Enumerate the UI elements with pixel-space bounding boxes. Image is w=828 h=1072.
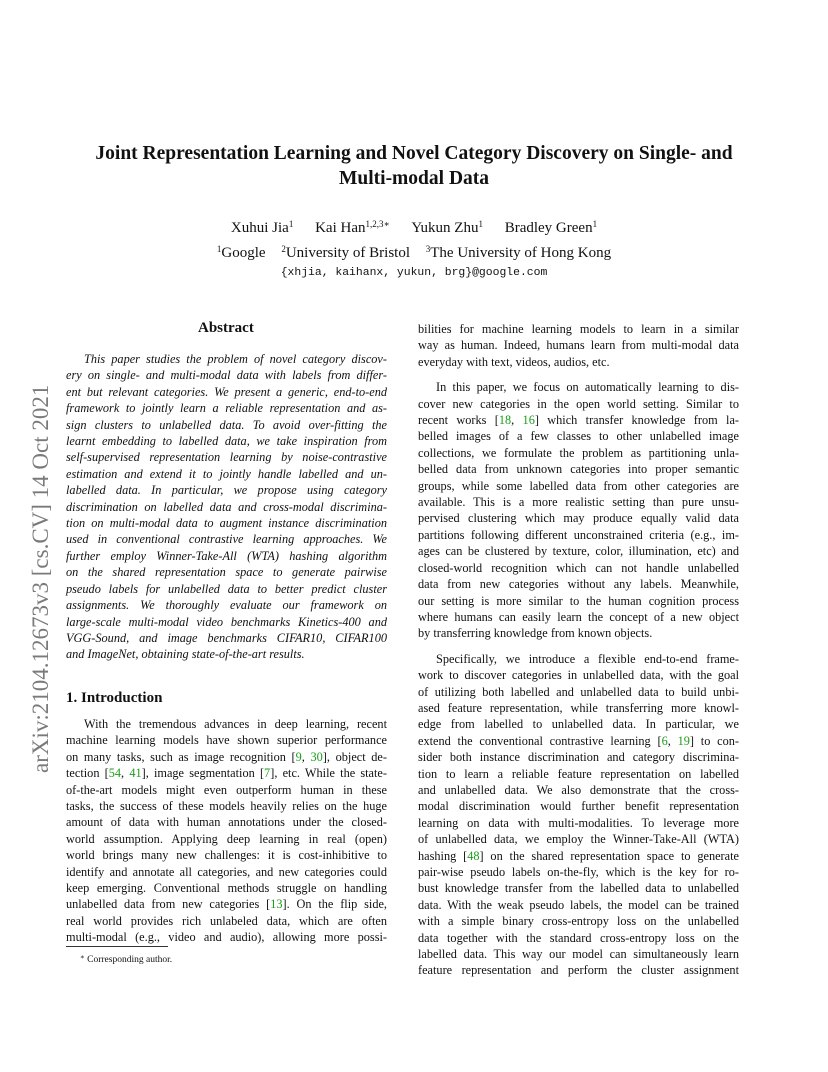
body-line: of utilizing both labelled and unlabelled data to build unbi-	[418, 684, 739, 699]
body-line: bilities for machine learning models to learn in a similar	[418, 322, 739, 336]
intro-line: world brings many new challenges: it is cost-inhibitive to	[66, 848, 387, 863]
abstract-heading: Abstract	[198, 320, 254, 336]
author: Bradley Green$^1$	[504, 219, 598, 236]
body-line: extend the conventional contrastive learning [6, 19] to con-	[418, 733, 739, 748]
intro-line: world assumption. Applying deep learning in real (open)	[66, 831, 387, 846]
abstract-line: tion on multi-modal data to augment instance discrimination	[66, 516, 387, 531]
body-line: and unlabelled data. We also demonstrate that the cross-	[418, 782, 739, 797]
introduction-body	[66, 716, 387, 946]
intro-line: on many tasks, such as image recognition [9, 30], object de-	[66, 749, 387, 764]
abstract-line: further employ Winner-Take-All (WTA) hashing algorithm	[66, 548, 387, 563]
citation-link[interactable]: 13	[270, 897, 283, 912]
author-list	[100, 218, 728, 238]
introduction-heading: 1. Introduction	[66, 690, 163, 706]
body-line: hashing [48] on the shared representation space to generate	[418, 848, 739, 863]
paragraph-gap	[418, 370, 739, 379]
footnote	[80, 951, 172, 967]
abstract-line: ent but relevant categories. We present a generic, end-to-end	[66, 384, 387, 399]
body-line: our setting is more similar to the human cognition process	[418, 593, 739, 608]
body-line: Specifically, we introduce a flexible end-to-end frame-	[436, 651, 739, 666]
citation-link[interactable]: 19	[677, 733, 690, 748]
body-line: available. This is a more realistic setting than pure unsu-	[418, 495, 739, 510]
body-line: data together with the standard cross-entropy loss on the	[418, 930, 739, 945]
body-line: data. With the weak pseudo labels, the model can be trained	[418, 897, 739, 912]
abstract-body	[66, 351, 387, 663]
citation-link[interactable]: 16	[522, 413, 535, 428]
intro-line: multi-modal (e.g., video and audio), allowing more possi-	[66, 930, 387, 945]
abstract-line: self-supervised representation learning by noise-contrastive	[66, 450, 387, 465]
intro-line: amount of data with human annotations under the closed-	[66, 815, 387, 830]
body-line: groups, while some labelled data from other categories are	[418, 478, 739, 493]
abstract-line: ery on single- and multi-modal data with labels from differ-	[66, 368, 387, 383]
affiliation: $^1$Google	[216, 244, 266, 261]
body-line: belled images of a few classes to other unlabelled image	[418, 429, 739, 444]
title-line: Multi-modal Data	[338, 168, 490, 189]
body-line: work to discover categories in unlabelled data, with the goal	[418, 668, 739, 683]
author: Kai Han$^{1,2,3∗}$	[315, 219, 390, 236]
body-line: with a simple binary cross-entropy loss on the unlabelled	[418, 914, 739, 929]
intro-line: identify and annotate all categories, and new categories could	[66, 864, 387, 879]
footnote-symbol: ∗	[80, 953, 85, 961]
abstract-line: estimation and extend it to jointly handle labelled and un-	[66, 466, 387, 481]
intro-line: keep emerging. Conventional methods struggle on handling	[66, 881, 387, 896]
abstract-line: learnt embedding to labelled data, we take inspiration from	[66, 434, 387, 449]
body-line: way as human. Indeed, humans learn from multi-modal data	[418, 338, 739, 353]
abstract-line: and ImageNet, obtaining state-of-the-art results.	[66, 647, 305, 662]
body-line: where humans can easily learn the concept of a new object	[418, 609, 739, 624]
body-line: partitions following different unconstrained criteria (e.g., im-	[418, 527, 739, 542]
citation-link[interactable]: 54	[108, 766, 122, 781]
citation-link[interactable]: 48	[467, 848, 480, 863]
footnote-text: Corresponding author.	[87, 955, 173, 965]
body-line: pervised clustering which may produce equally valid data	[418, 511, 739, 526]
intro-line: machine learning models have shown superior performance	[66, 733, 387, 748]
body-line: tion to learn a reliable feature representation on labelled	[418, 766, 739, 781]
intro-line: unlabelled data from new categories [13]. On the flip side,	[66, 897, 387, 912]
abstract-line: used in conventional contrastive learning approaches. We	[66, 532, 387, 547]
body-line: cover new categories in the open world setting. Similar to	[418, 396, 739, 411]
arxiv-stamp: arXiv:2104.12673v3 [cs.CV] 14 Oct 2021	[28, 384, 53, 773]
body-line: modal discrimination would further benefit representation	[418, 799, 739, 814]
abstract-line: This paper studies the problem of novel category discov-	[84, 352, 387, 366]
abstract-line: on the shared representation space to generate pairwise	[66, 565, 387, 580]
body-line: data from new categories without any labels. Meanwhile,	[418, 577, 739, 592]
citation-link[interactable]: 30	[310, 749, 323, 764]
author-emails: {xhjia, kaihanx, yukun, brg}@google.com	[280, 267, 548, 279]
paragraph-gap	[418, 642, 739, 651]
body-line: ased feature representation, while transferring more knowl-	[418, 700, 739, 715]
citation-link[interactable]: 18	[498, 413, 512, 428]
body-line: belled data from unknown categories into proper semantic	[418, 462, 739, 477]
abstract-line: large-scale multi-modal video benchmarks Kinetics-400 and	[66, 614, 387, 629]
abstract-line: VGG-Sound, and image benchmarks CIFAR10, CIFAR100	[66, 630, 387, 645]
abstract-line: discrimination on labelled data and cross-modal discrimina-	[66, 499, 387, 514]
right-column-body	[418, 321, 739, 979]
abstract-line: sign clusters to unlabelled data. To avoid over-fitting the	[66, 417, 387, 432]
affiliation: $^2$University of Bristol	[281, 244, 411, 261]
body-line: feature representation and perform the cluster assignment	[418, 963, 739, 978]
body-line: sider both instance discrimination and category discrimina-	[418, 750, 739, 765]
body-line: edge from labelled to unlabelled data. In particular, we	[418, 717, 739, 732]
citation-link[interactable]: 9	[295, 749, 302, 764]
body-line: by transferring knowledge from known objects.	[418, 626, 653, 641]
author: Yukun Zhu$^1$	[411, 219, 483, 236]
abstract-line: framework to jointly learn a reliable representation and as-	[66, 401, 387, 416]
body-line: In this paper, we focus on automatically learning to dis-	[436, 380, 739, 395]
abstract-line: assignments. We thoroughly evaluate our framework on	[66, 598, 387, 613]
intro-line: tasks, the success of these models heavily relies on the huge	[66, 799, 387, 814]
body-line: bust knowledge transfer from the labelled data to unlabelled	[418, 881, 739, 896]
abstract-line: labelled data. In particular, we propose using category	[66, 483, 387, 498]
intro-line: of-the-art models might even outperform human in these	[66, 782, 387, 797]
footnote-divider	[66, 946, 168, 947]
body-line: learning on data with multi-modalities. To leverage more	[418, 815, 739, 830]
citation-link[interactable]: 7	[264, 766, 271, 781]
body-line: of unlabelled data, we employ the Winner-Take-All (WTA)	[418, 832, 739, 847]
affiliation: $^3$The University of Hong Kong	[425, 244, 612, 261]
intro-line: real world provides rich unlabeled data, which are often	[66, 913, 387, 928]
intro-line: tection [54, 41], image segmentation [7], etc. While the state-	[66, 766, 387, 781]
title-line: Joint Representation Learning and Novel Category Discovery on Single- and	[95, 143, 733, 164]
intro-line: With the tremendous advances in deep learning, recent	[84, 717, 387, 731]
body-line: labelled data. This way our model can simultaneously learn	[418, 947, 739, 962]
abstract-line: pseudo labels for unlabelled data to better predict cluster	[66, 581, 387, 596]
body-line: recent works [18, 16] which transfer knowledge from la-	[418, 413, 739, 428]
body-line: pair-wise pseudo labels on-the-fly, which is the key for ro-	[418, 865, 739, 879]
body-line: collections, we formulate the problem as partitioning unla-	[418, 445, 739, 460]
body-line: ages can be clustered by texture, color, illumination, etc) and	[418, 544, 739, 559]
citation-link[interactable]: 6	[661, 733, 668, 748]
body-line: everyday with text, videos, audios, etc.	[418, 354, 610, 369]
author: Xuhui Jia$^1$	[230, 219, 294, 236]
body-line: closed-world recognition which can not handle unlabelled	[418, 560, 739, 575]
citation-link[interactable]: 41	[129, 766, 142, 781]
paper-title	[60, 141, 768, 191]
affiliation-list	[100, 243, 728, 263]
